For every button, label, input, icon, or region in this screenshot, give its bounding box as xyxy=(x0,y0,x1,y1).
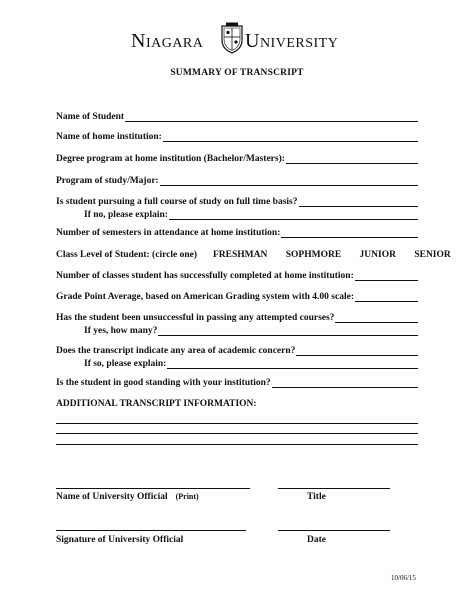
row-academic-concern xyxy=(56,342,418,356)
official-signature-line[interactable] xyxy=(56,530,246,531)
row-classes-completed xyxy=(56,267,418,281)
class-level-sophmore[interactable]: SOPHMORE xyxy=(285,250,342,260)
label-program-of-study: Program of study/Major: xyxy=(56,176,159,186)
class-level-options xyxy=(213,250,461,260)
label-good-standing: Is the student in good standing with your institution? xyxy=(56,378,271,388)
additional-info-line-3[interactable] xyxy=(56,444,418,445)
field-if-yes-how-many[interactable] xyxy=(158,326,418,336)
row-program-of-study xyxy=(56,172,418,186)
date-line[interactable] xyxy=(278,530,390,531)
row-if-yes-how-many xyxy=(84,322,418,336)
field-if-so-explain[interactable] xyxy=(167,359,418,369)
revision-date: 10/06/15 xyxy=(391,574,416,582)
additional-info-line-1[interactable] xyxy=(56,423,418,424)
label-if-no-explain: If no, please explain: xyxy=(84,210,168,220)
title-label: Title xyxy=(307,492,326,502)
label-home-institution: Name of home institution: xyxy=(56,132,162,142)
row-full-course xyxy=(56,193,418,207)
field-semesters[interactable] xyxy=(281,228,418,238)
class-level-freshman[interactable]: FRESHMAN xyxy=(212,250,268,260)
label-full-course: Is student pursuing a full course of study on full time basis? xyxy=(56,197,298,207)
label-if-yes-how-many: If yes, how many? xyxy=(84,326,158,336)
additional-info-line-2[interactable] xyxy=(56,433,418,434)
label-if-so-explain: If so, please explain: xyxy=(84,359,167,369)
row-home-institution xyxy=(56,128,418,142)
class-level-junior[interactable]: JUNIOR xyxy=(359,250,396,260)
field-good-standing[interactable] xyxy=(272,378,418,388)
field-name-of-student[interactable] xyxy=(125,112,418,122)
field-home-institution[interactable] xyxy=(163,132,418,142)
official-signature-label: Signature of University Official xyxy=(56,535,184,545)
field-classes-completed[interactable] xyxy=(355,271,418,281)
row-unsuccessful xyxy=(56,309,418,323)
official-name-text: Name of University Official xyxy=(56,492,168,502)
page-title: SUMMARY OF TRANSCRIPT xyxy=(170,68,304,78)
field-if-no-explain[interactable] xyxy=(169,210,418,220)
row-if-no-explain xyxy=(84,206,418,220)
row-degree-program xyxy=(56,150,418,164)
label-semesters: Number of semesters in attendance at home institution: xyxy=(56,228,281,238)
date-label: Date xyxy=(307,535,326,545)
print-note: (Print) xyxy=(175,492,199,501)
official-name-label xyxy=(56,492,199,502)
label-classes-completed: Number of classes student has successfully completed at home institution: xyxy=(56,271,354,281)
field-gpa[interactable] xyxy=(355,292,418,302)
row-good-standing xyxy=(56,374,418,388)
field-degree-program[interactable] xyxy=(286,154,418,164)
university-name-left: Niagara xyxy=(131,30,204,52)
label-unsuccessful: Has the student been unsuccessful in passing any attempted courses? xyxy=(56,313,335,323)
university-name-right: University xyxy=(245,30,339,52)
row-semesters xyxy=(56,224,418,238)
row-gpa xyxy=(56,288,418,302)
label-name-of-student: Name of Student xyxy=(56,112,125,122)
label-gpa: Grade Point Average, based on American Grading system with 4.00 scale: xyxy=(56,292,354,302)
row-name-of-student xyxy=(56,108,418,122)
label-additional-info: ADDITIONAL TRANSCRIPT INFORMATION: xyxy=(56,399,257,409)
title-line[interactable] xyxy=(278,488,390,489)
class-level-senior[interactable]: SENIOR xyxy=(414,250,451,260)
official-name-line[interactable] xyxy=(56,488,250,489)
label-academic-concern: Does the transcript indicate any area of academic concern? xyxy=(56,346,296,356)
label-degree-program: Degree program at home institution (Bachelor/Masters): xyxy=(56,154,285,164)
label-class-level: Class Level of Student: (circle one) xyxy=(56,250,197,260)
university-seal-icon xyxy=(220,22,244,54)
row-class-level xyxy=(56,246,451,260)
row-additional-info xyxy=(56,395,418,409)
field-program-of-study[interactable] xyxy=(160,176,418,186)
row-if-so-explain xyxy=(84,355,418,369)
